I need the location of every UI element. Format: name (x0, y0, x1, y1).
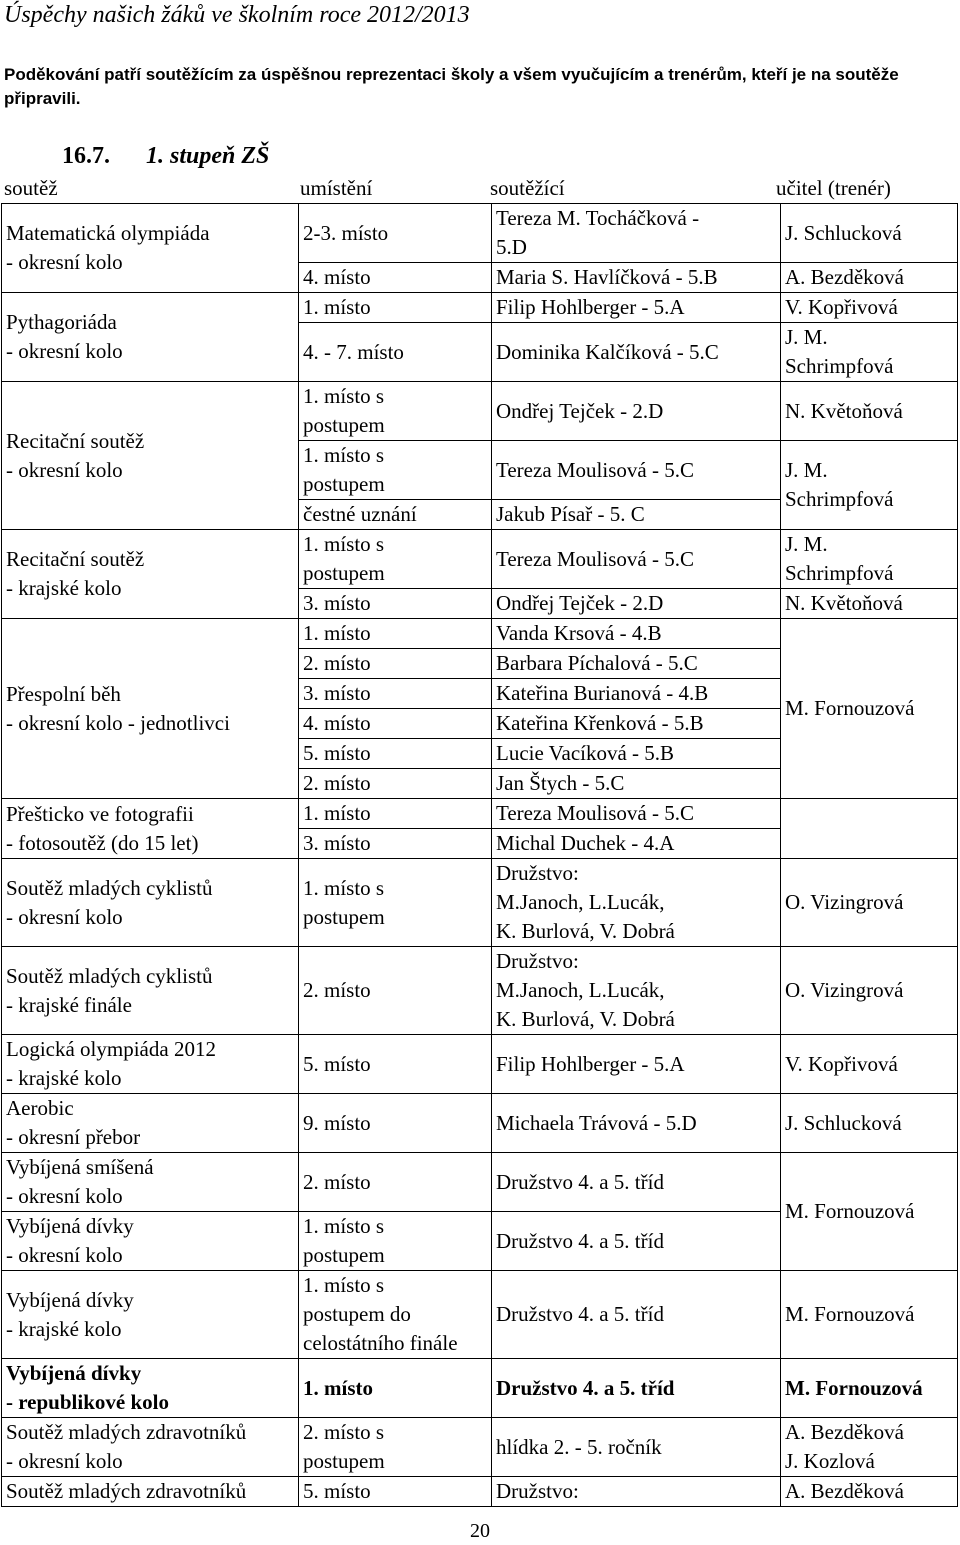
col-header-ucitel: učitel (trenér) (776, 176, 891, 200)
cell-soutezici: Kateřina Křenková - 5.B (492, 709, 781, 739)
table-row (2, 799, 958, 829)
cell-ucitel: J. M. Schrimpfová (781, 530, 958, 589)
cell-soutezici: Družstvo: M.Janoch, L.Lucák, K. Burlová, V. Dobrá (492, 859, 781, 947)
cell-soutezici: Ondřej Tejček - 2.D (492, 589, 781, 619)
cell-ucitel (781, 799, 958, 859)
col-header-soutezici: soutěžící (490, 176, 565, 200)
table-row (2, 1418, 958, 1477)
cell-soutezici: Družstvo 4. a 5. tříd (492, 1271, 781, 1359)
page-number: 20 (470, 1520, 490, 1542)
table-row (2, 382, 958, 441)
cell-soutez: Přespolní běh - okresní kolo - jednotlivci (2, 619, 299, 799)
cell-umisteni: 1. místo (299, 799, 492, 829)
cell-umisteni: 3. místo (299, 589, 492, 619)
cell-umisteni: 4. místo (299, 709, 492, 739)
cell-soutezici: Tereza M. Tocháčková - 5.D (492, 204, 781, 263)
cell-umisteni: 1. místo s postupem (299, 1212, 492, 1271)
table-row (2, 947, 958, 1035)
cell-ucitel: O. Vizingrová (781, 947, 958, 1035)
cell-ucitel: J. M. Schrimpfová (781, 323, 958, 382)
cell-umisteni: 5. místo (299, 1477, 492, 1507)
cell-umisteni: 1. místo s postupem do celostátního finále (299, 1271, 492, 1359)
cell-umisteni: 1. místo s postupem (299, 530, 492, 589)
cell-umisteni: 1. místo (299, 1359, 492, 1418)
cell-umisteni: 1. místo s postupem (299, 859, 492, 947)
cell-ucitel: M. Fornouzová (781, 1271, 958, 1359)
cell-soutez: Vybíjená dívky - republikové kolo (2, 1359, 299, 1418)
section-level: 1. stupeň ZŠ (146, 143, 270, 169)
table-row (2, 1035, 958, 1094)
cell-soutezici: Družstvo 4. a 5. tříd (492, 1212, 781, 1271)
cell-soutezici: Družstvo 4. a 5. tříd (492, 1153, 781, 1212)
results-table (1, 203, 958, 1507)
intro-paragraph: Poděkování patří soutěžícím za úspěšnou reprezentaci školy a všem vyučujícím a trenérům, kteří je na soutěže připravili. (4, 65, 899, 108)
cell-soutez: Aerobic - okresní přebor (2, 1094, 299, 1153)
table-row (2, 1271, 958, 1359)
cell-ucitel: J. Schlucková (781, 204, 958, 263)
cell-soutezici: Tereza Moulisová - 5.C (492, 530, 781, 589)
cell-soutez: Vybíjená dívky - krajské kolo (2, 1271, 299, 1359)
cell-soutez: Soutěž mladých cyklistů - okresní kolo (2, 859, 299, 947)
table-row (2, 1477, 958, 1507)
cell-umisteni: 2-3. místo (299, 204, 492, 263)
col-header-soutez: soutěž (4, 176, 58, 200)
cell-soutezici: Maria S. Havlíčková - 5.B (492, 263, 781, 293)
cell-umisteni: 4. místo (299, 263, 492, 293)
cell-ucitel: M. Fornouzová (781, 1153, 958, 1271)
cell-soutez: Recitační soutěž - krajské kolo (2, 530, 299, 619)
cell-soutez: Recitační soutěž - okresní kolo (2, 382, 299, 530)
cell-ucitel: J. Schlucková (781, 1094, 958, 1153)
cell-soutezici: Michaela Trávová - 5.D (492, 1094, 781, 1153)
cell-soutez: Soutěž mladých zdravotníků (2, 1477, 299, 1507)
cell-soutezici: Družstvo: M.Janoch, L.Lucák, K. Burlová, V. Dobrá (492, 947, 781, 1035)
cell-soutez: Matematická olympiáda - okresní kolo (2, 204, 299, 293)
cell-soutezici: Družstvo 4. a 5. tříd (492, 1359, 781, 1418)
table-row (2, 1094, 958, 1153)
cell-ucitel: M. Fornouzová (781, 1359, 958, 1418)
cell-ucitel: V. Kopřivová (781, 1035, 958, 1094)
table-row (2, 1359, 958, 1418)
table-row (2, 859, 958, 947)
cell-umisteni: 3. místo (299, 679, 492, 709)
cell-soutezici: Vanda Krsová - 4.B (492, 619, 781, 649)
table-row (2, 1153, 958, 1212)
cell-soutezici: Filip Hohlberger - 5.A (492, 293, 781, 323)
col-header-umisteni: umístění (300, 176, 373, 200)
cell-soutez: Vybíjená dívky - okresní kolo (2, 1212, 299, 1271)
cell-umisteni: 3. místo (299, 829, 492, 859)
cell-soutezici: Lucie Vacíková - 5.B (492, 739, 781, 769)
cell-soutez: Soutěž mladých cyklistů - krajské finále (2, 947, 299, 1035)
cell-ucitel: A. Bezděková (781, 263, 958, 293)
cell-soutezici: Tereza Moulisová - 5.C (492, 799, 781, 829)
cell-soutezici: Dominika Kalčíková - 5.C (492, 323, 781, 382)
cell-soutez: Logická olympiáda 2012 - krajské kolo (2, 1035, 299, 1094)
cell-umisteni: 1. místo s postupem (299, 382, 492, 441)
cell-soutezici: Jan Štych - 5.C (492, 769, 781, 799)
cell-umisteni: 4. - 7. místo (299, 323, 492, 382)
cell-umisteni: čestné uznání (299, 500, 492, 530)
cell-ucitel: A. Bezděková (781, 1477, 958, 1507)
table-row (2, 204, 958, 263)
cell-soutezici: Družstvo: (492, 1477, 781, 1507)
cell-soutezici: Michal Duchek - 4.A (492, 829, 781, 859)
cell-ucitel: N. Květoňová (781, 382, 958, 441)
cell-umisteni: 9. místo (299, 1094, 492, 1153)
cell-umisteni: 5. místo (299, 739, 492, 769)
cell-umisteni: 1. místo s postupem (299, 441, 492, 500)
cell-umisteni: 2. místo (299, 1153, 492, 1212)
cell-umisteni: 2. místo s postupem (299, 1418, 492, 1477)
cell-soutezici: Filip Hohlberger - 5.A (492, 1035, 781, 1094)
cell-soutez: Přešticko ve fotografii - fotosoutěž (do 15 let) (2, 799, 299, 859)
table-row (2, 293, 958, 323)
cell-soutezici: Barbara Píchalová - 5.C (492, 649, 781, 679)
cell-soutezici: Ondřej Tejček - 2.D (492, 382, 781, 441)
cell-soutezici: Tereza Moulisová - 5.C (492, 441, 781, 500)
cell-umisteni: 1. místo (299, 619, 492, 649)
cell-ucitel: J. M. Schrimpfová (781, 441, 958, 530)
cell-ucitel: N. Květoňová (781, 589, 958, 619)
cell-umisteni: 1. místo (299, 293, 492, 323)
section-date: 16.7. (62, 143, 110, 169)
cell-umisteni: 2. místo (299, 769, 492, 799)
page-title: Úspěchy našich žáků ve školním roce 2012/2013 (4, 2, 470, 28)
cell-soutez: Soutěž mladých zdravotníků - okresní kolo (2, 1418, 299, 1477)
section-heading (62, 143, 269, 170)
cell-soutezici: Kateřina Burianová - 4.B (492, 679, 781, 709)
cell-umisteni: 2. místo (299, 947, 492, 1035)
table-row (2, 619, 958, 649)
cell-ucitel: M. Fornouzová (781, 619, 958, 799)
cell-soutez: Pythagoriáda - okresní kolo (2, 293, 299, 382)
cell-umisteni: 5. místo (299, 1035, 492, 1094)
cell-ucitel: O. Vizingrová (781, 859, 958, 947)
cell-soutezici: hlídka 2. - 5. ročník (492, 1418, 781, 1477)
cell-ucitel: V. Kopřivová (781, 293, 958, 323)
cell-umisteni: 2. místo (299, 649, 492, 679)
cell-soutezici: Jakub Písař - 5. C (492, 500, 781, 530)
cell-ucitel: A. Bezděková J. Kozlová (781, 1418, 958, 1477)
cell-soutez: Vybíjená smíšená - okresní kolo (2, 1153, 299, 1212)
table-row (2, 530, 958, 589)
